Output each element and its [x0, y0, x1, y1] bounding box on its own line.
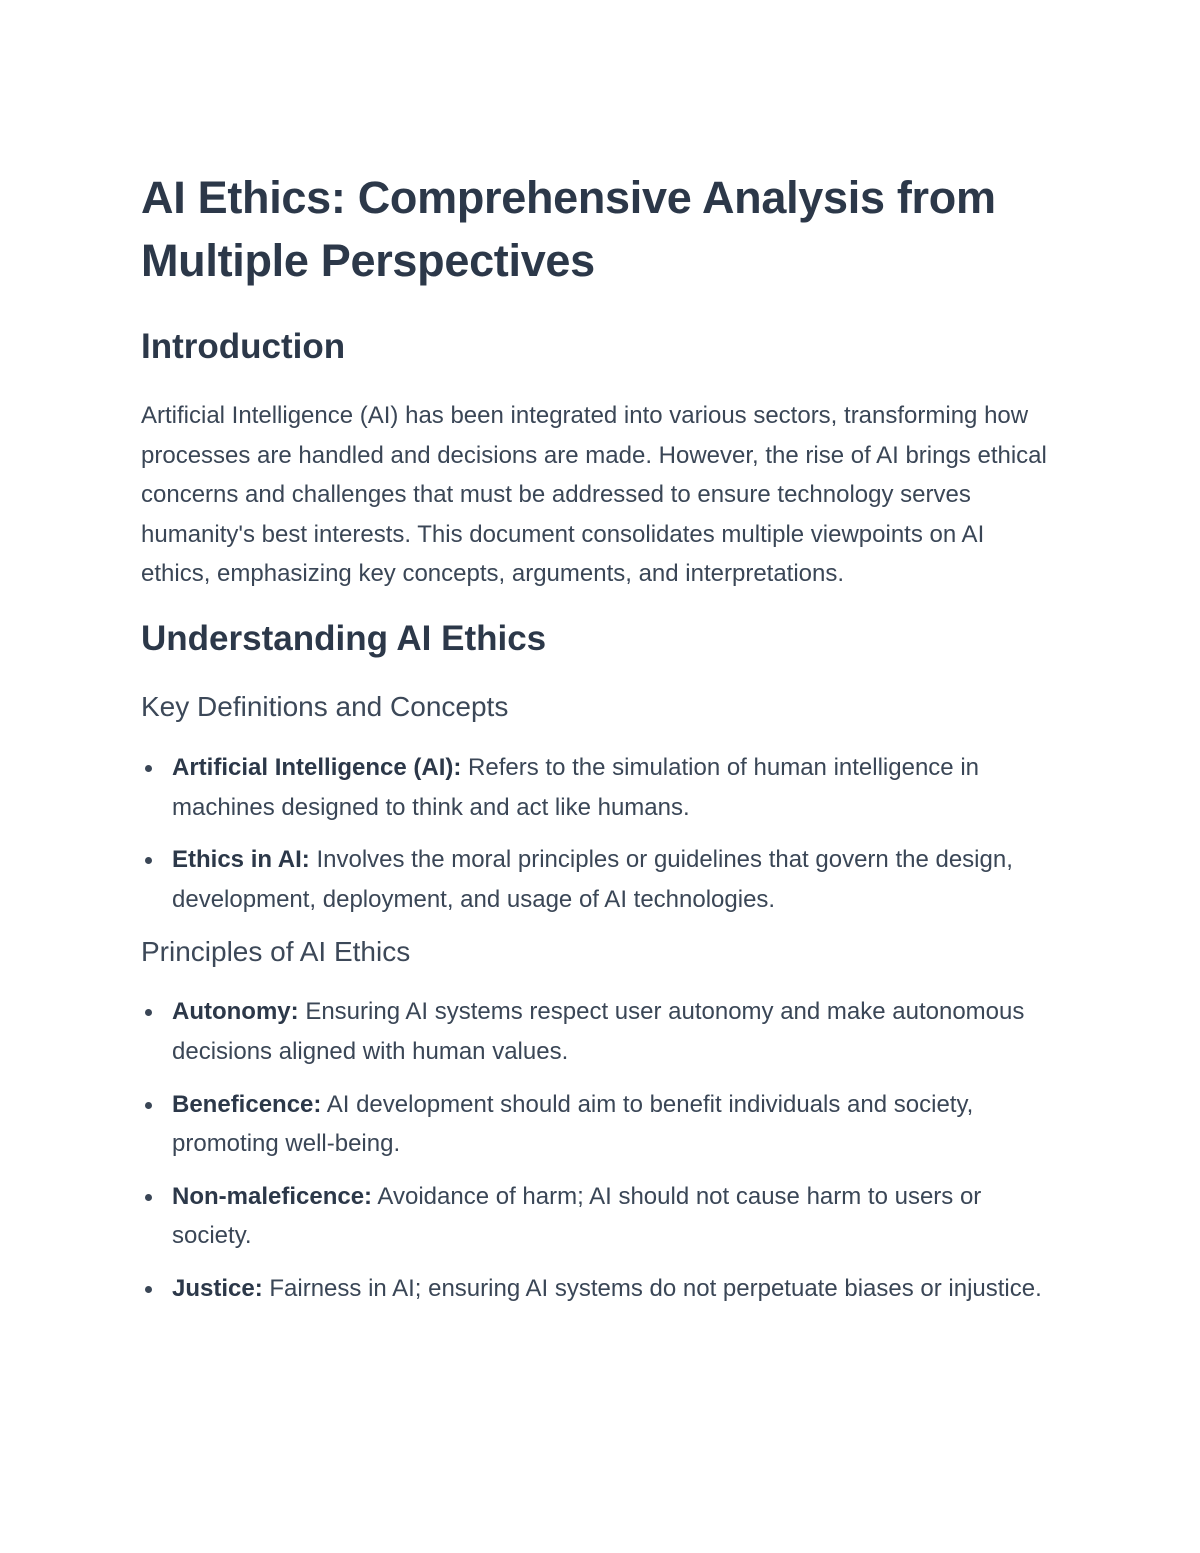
principle-text: Avoidance of harm; AI should not cause harm to users or society.	[172, 1182, 982, 1250]
principle-text: Fairness in AI; ensuring AI systems do not perpetuate biases or injustice.	[262, 1274, 1042, 1302]
bullet-icon	[145, 1286, 152, 1293]
list-item	[141, 1085, 1060, 1164]
principle-term: Non-maleficence:	[172, 1182, 373, 1210]
principle-text: AI development should aim to benefit individuals and society, promoting well-being.	[172, 1090, 974, 1158]
principle-term: Beneficence:	[172, 1090, 322, 1118]
list-item	[141, 840, 1060, 919]
document-title: AI Ethics: Comprehensive Analysis from Multiple Perspectives	[141, 172, 996, 286]
principle-term: Autonomy:	[172, 998, 299, 1026]
bullet-icon	[145, 1102, 152, 1109]
principles-list	[141, 992, 1060, 1308]
bullet-icon	[145, 765, 152, 772]
list-item	[141, 1269, 1060, 1309]
introduction-heading: Introduction	[141, 327, 346, 366]
key-definitions-heading: Key Definitions and Concepts	[141, 690, 509, 722]
list-item	[141, 1177, 1060, 1256]
list-item	[141, 992, 1060, 1071]
list-item	[141, 748, 1060, 827]
bullet-icon	[145, 857, 152, 864]
introduction-paragraph: Artificial Intelligence (AI) has been integrated into various sectors, transforming how processes are handled and decisions are made. However, the rise of AI brings ethical concerns and challenges that must be addressed to ensure technology serves humanity's best interests. This document consolidates multiple viewpoints on AI ethics, emphasizing key concepts, arguments, and interpretations.	[141, 402, 1047, 588]
bullet-icon	[145, 1009, 152, 1016]
principles-heading: Principles of AI Ethics	[141, 936, 411, 968]
definition-term: Artificial Intelligence (AI):	[172, 753, 462, 781]
definition-text: Refers to the simulation of human intelligence in machines designed to think and act like humans.	[172, 753, 979, 821]
definition-text: Involves the moral principles or guidelines that govern the design, development, deployment, and usage of AI technologies.	[172, 846, 1013, 913]
understanding-heading: Understanding AI Ethics	[141, 618, 547, 658]
key-definitions-list	[141, 748, 1060, 919]
principle-term: Justice:	[172, 1274, 263, 1302]
definition-term: Ethics in AI:	[172, 846, 310, 874]
principle-text: Ensuring AI systems respect user autonomy and make autonomous decisions aligned with human values.	[172, 998, 1025, 1065]
bullet-icon	[145, 1194, 152, 1201]
